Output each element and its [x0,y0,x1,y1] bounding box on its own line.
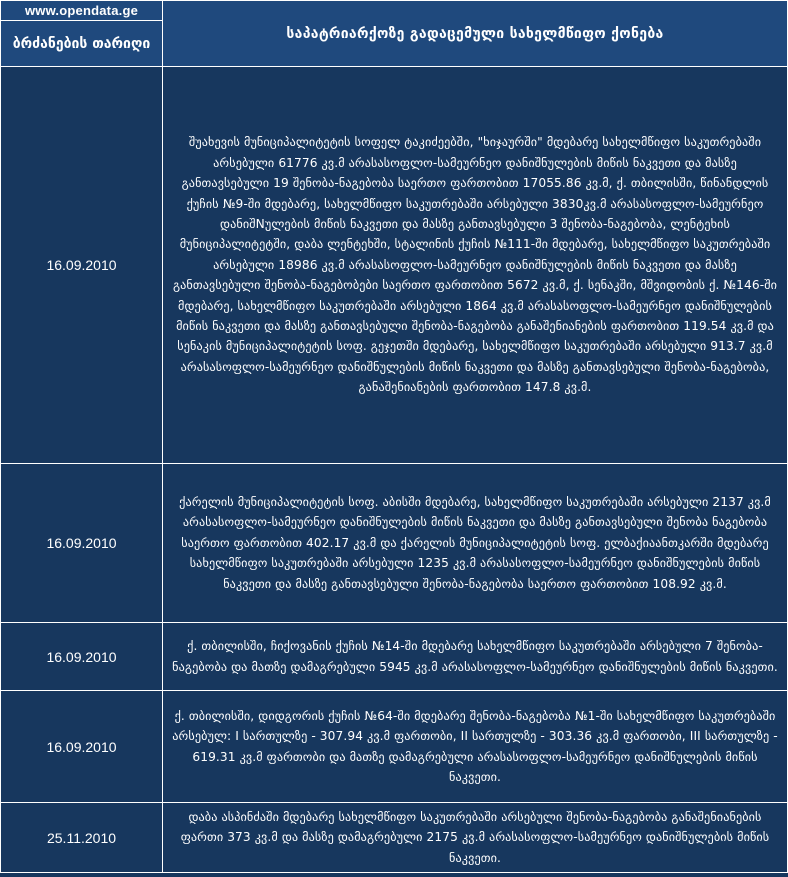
property-description-cell: ქარელის მუნიციპალიტეტის სოფ. აბისში მდებარე, სახელმწიფო საკუთრებაში არსებული 2137 კვ.მ არასასოფლო-სამეურნეო დანიშნულების მიწის ნაკვეთი და მასზე განთავსებული შენობა ნაგებობა საერთო ფართობით 402.17 კვ.მ და ქარელის მუნიციპალიტეტის სოფ. ელბაქიაანთკარში მდებარე სახელმწიფო საკუთრებაში არსებული 1235 კვ.მ არასასოფლო-სამეურნეო დანიშნულების მიწის ნაკვეთი და მასზე განთავსებული შენობა-ნაგებობა საერთო ფართობით 108.92 კვ.მ. [163,464,788,623]
order-date-cell: 16.09.2010 [1,464,163,623]
table-row [1,67,788,464]
table-row [1,691,788,803]
table-row [1,464,788,623]
date-column-header: ბრძანების თარიღი [1,21,163,67]
table-row [1,623,788,691]
description-column-header: საპატრიარქოზე გადაცემული სახელმწიფო ქონება [163,1,788,67]
property-description-cell: დაბა ასპინძაში მდებარე სახელმწიფო საკუთრებაში არსებული შენობა-ნაგებობა განაშენიანების ფართი 373 კვ.მ და მასზე დამაგრებული 2175 კვ.მ არასასოფლო-სამეურნეო დანიშნულების მიწის ნაკვეთი. [163,803,788,873]
table-row [1,803,788,873]
order-date-cell: 16.09.2010 [1,67,163,464]
property-description-cell: ქ. თბილისში, ჩიქოვანის ქუჩის №14-ში მდებარე სახელმწიფო საკუთრებაში არსებული 7 შენობა-ნაგებობა და მათზე დამაგრებული 5945 კვ.მ არასასოფლო-სამეურნეო დანიშნულების მიწის ნაკვეთი. [163,623,788,691]
order-date-cell: 16.09.2010 [1,691,163,803]
order-date-cell: 16.09.2010 [1,623,163,691]
site-url: www.opendata.ge [1,1,163,21]
header-row-site [1,1,788,21]
property-description-cell: შუახევის მუნიციპალიტეტის სოფელ ტაკიძეებში, "ხიჯაურში" მდებარე სახელმწიფო საკუთრებაში არსებული 61776 კვ.მ არასასოფლო-სამეურნეო დანიშნულების მიწის ნაკვეთი და მასზე განთავსებული 19 შენობა-ნაგებობა საერთო ფართობით 17055.86 კვ.მ, ქ. თბილისში, წინანდლის ქუჩის №9-ში მდებარე, სახელმწიფო საკუთრებაში არსებული 3830კვ.მ არასასოფლო-სამეურნეო დანიშNულების მიწის ნაკვეთი და მასზე განთავსებული 3 შენობა-ნაგებობა, ლენტეხის მუნიციპალიტეტში, დაბა ლენტეხში, სტალინის ქუჩის №111-ში მდებარე, სახელმწიფო საკუთრებაში არსებული 18986 კვ.მ არასასოფლო-სამეურნეო დანიშნულების მიწის ნაკვეთი და მასზე განთავსებული შენობა-ნაგებობები საერთო ფართობით 5672 კვ.მ, ქ. სენაკში, მშვიდობის ქ. №146-ში მდებარე, სახელმწიფო საკუთრებაში არსებული 1864 კვ.მ არასასოფლო-სამეურნეო დანიშნულების მიწის ნაკვეთი და მასზე განთავსებული შენობა-ნაგებობა განაშენიანების ფართობით 119.54 კვ.მ და სენაკის მუნიციპალიტეტის სოფ. გეჯეთში მდებარე, სახელმწიფო საკუთრებაში არსებული 913.7 კვ.მ არასასოფლო-სამეურნეო დანიშნულების მიწის ნაკვეთი და მასზე განთავსებული შენობა-ნაგებობა, განაშენიანების ფართობით 147.8 კვ.მ. [163,67,788,464]
order-date-cell: 25.11.2010 [1,803,163,873]
property-description-cell: ქ. თბილისში, დიდგორის ქუჩის №64-ში მდებარე შენობა-ნაგებობა №1-ში სახელმწიფო საკუთრებაში არსებულ: I სართულზე - 307.94 კვ.მ ფართობი, II სართულზე - 303.36 კვ.მ ფართობი, III სართულზე - 619.31 კვ.მ ფართობი და მათზე დამაგრებული არასასოფლო-სამეურნეო დანიშნულების მიწის ნაკვეთი. [163,691,788,803]
